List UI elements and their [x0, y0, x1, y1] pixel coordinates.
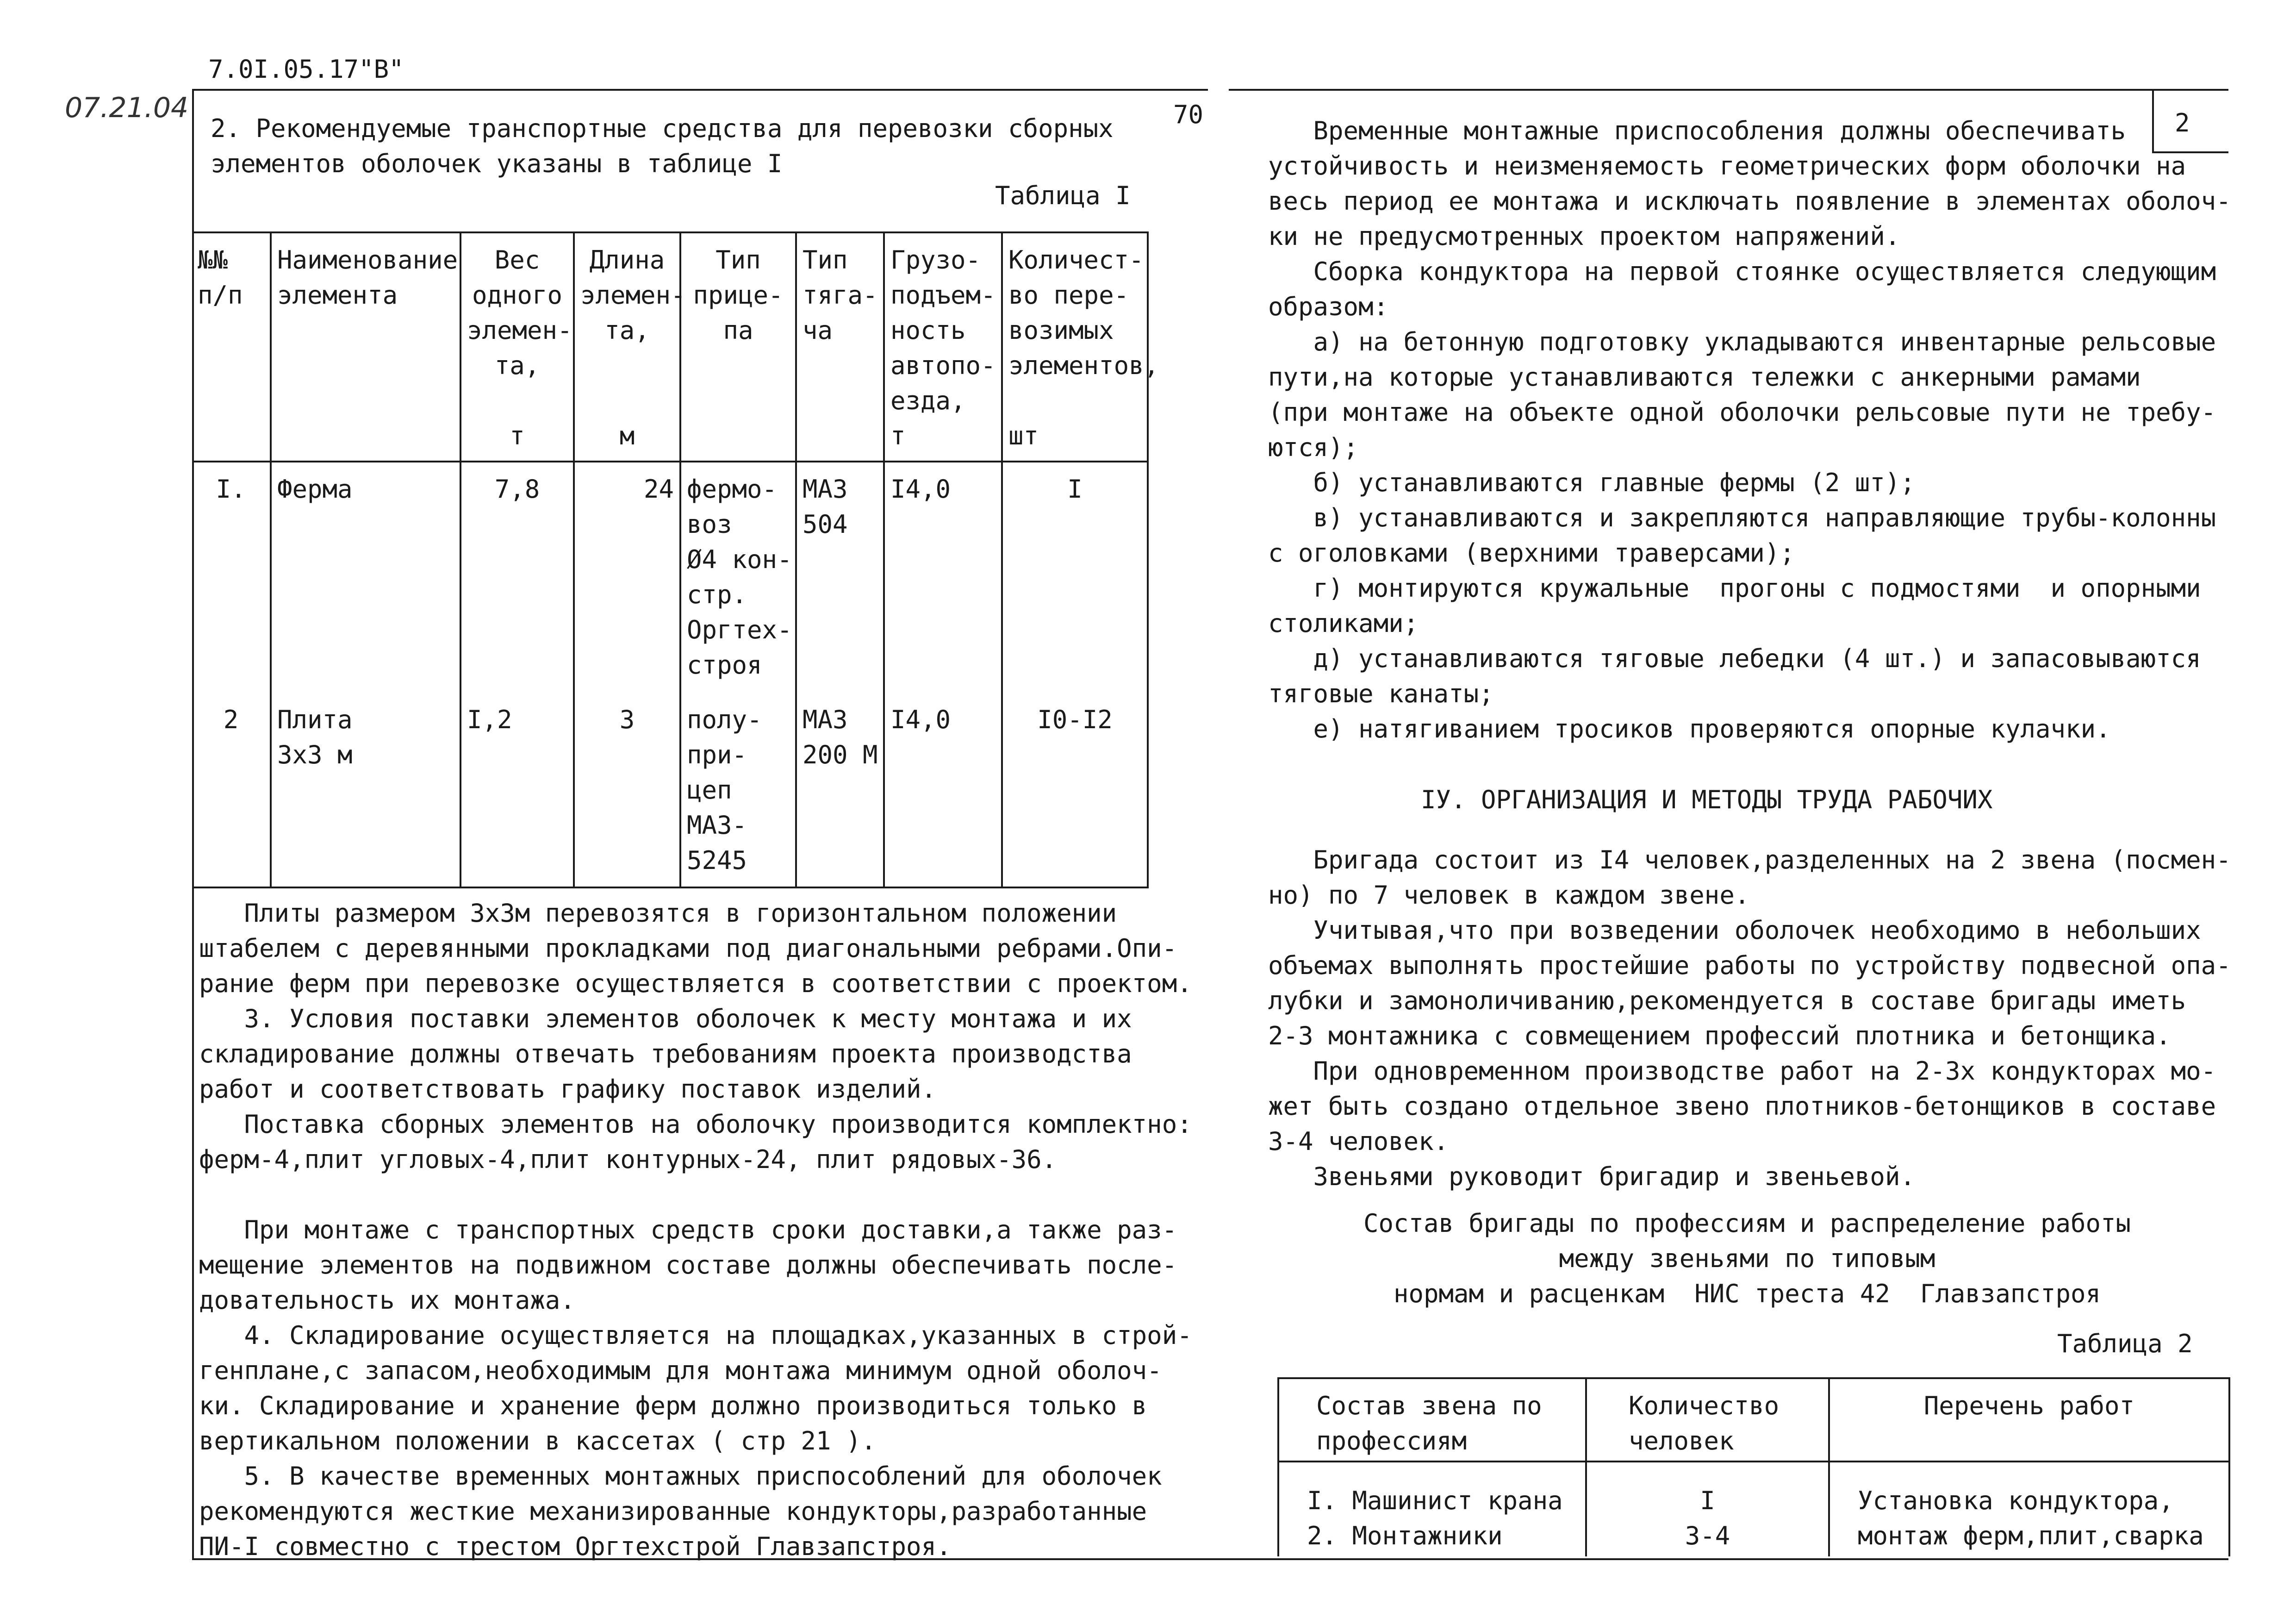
table-cell: Установка кондуктора, монтаж ферм,плит,сварка	[1829, 1462, 2229, 1556]
table-cell: 3	[574, 693, 680, 887]
right-frame-top	[1229, 89, 2228, 91]
document-code: 7.0I.05.17"В"	[208, 55, 404, 84]
table1-label: Таблица I	[995, 181, 1131, 210]
header-people: Количество человек	[1586, 1378, 1829, 1462]
table-cell: I 3-4	[1586, 1462, 1829, 1556]
header-trailer-type: Тип прице- па	[680, 232, 796, 462]
header-works: Перечень работ	[1829, 1378, 2229, 1462]
sheet-number: 2	[2175, 108, 2190, 137]
left-frame-top	[192, 89, 1208, 91]
handwritten-code: 07.21.04	[65, 92, 189, 124]
table-row	[1278, 1462, 2229, 1556]
table2-caption: Состав бригады по профессиям и распределение работы между звеньями по типовым нормам и расценкам НИС треста 42 Главзапстроя	[1363, 1209, 2131, 1308]
transport-table	[192, 231, 1159, 888]
header-crew: Состав звена по профессиям	[1316, 1391, 1542, 1455]
table-cell: полу- при- цеп МАЗ- 5245	[680, 693, 796, 887]
left-body-text: Плиты размером 3х3м перевозятся в горизонтальном положении штабелем с деревянными прокладками под диагональными ребрами.Опи- рание ферм при перевозке осуществляется в соответствии с проектом. 3. Условия поставки элементов оболочек к месту монтажа и их складирование должны отвечать требованиям проекта производства работ и соответствовать графику поставок изделий. Поставка сборных элементов на оболочку производится комплектно: ферм-4,плит угловых-4,плит контурных-24, плит рядовых-36. При монтаже с транспортных средств сроки доставки,а также раз- мещение элементов на подвижном составе должны обеспечивать после- довательность их монтажа. 4. Складирование осуществляется на площадках,указанных в строй- генплане,с запасом,необходимым для монтажа минимум одной оболоч- ки. Складирование и хранение ферм должно производиться только в вертикальном положении в кассетах ( стр 21 ). 5. В качестве временных монтажных приспособлений для оболочек рекомендуются жесткие механизированные кондукторы,разработанные ПИ-I совместно с трестом Оргтехстрой Главзапстроя.	[199, 899, 1192, 1561]
table-cell: 24	[574, 462, 680, 693]
table-cell: I,2	[460, 693, 574, 887]
table-cell: I.	[216, 475, 246, 504]
header-quantity: Количест- во пере- возимых элементов, шт	[1002, 232, 1148, 462]
table-cell: фермо- воз Ø4 кон- стр. Оргтех- строя	[680, 462, 796, 693]
section-heading: IУ. ОРГАНИЗАЦИЯ И МЕТОДЫ ТРУДА РАБОЧИХ	[1421, 785, 1993, 814]
page-number: 70	[1173, 100, 1204, 129]
header-tractor-type: Тип тяга- ча	[796, 232, 884, 462]
right-paragraph-2: Бригада состоит из I4 человек,разделенных на 2 звена (посмен- но) по 7 человек в каждом звене. Учитывая,что при возведении оболочек необходимо в небольших объемах выполнять простейшие работы по устройству подвесной опа- лубки и замоноличиванию,рекомендуется в составе бригады иметь 2-3 монтажника с совмещением профессий плотника и бетонщика. При одновременном производстве работ на 2-3х кондукторах мо- жет быть создано отдельное звено плотников-бетонщиков в составе 3-4 человек. Звеньями руководит бригадир и звеньевой.	[1268, 845, 2231, 1191]
header-length: Длина элемен- та, м	[574, 232, 680, 462]
header-element-name: Наименование элемента	[271, 232, 460, 462]
table-cell: I4,0	[884, 693, 1002, 887]
table2-header-row	[1278, 1378, 2229, 1462]
table-cell: 7,8	[460, 462, 574, 693]
right-frame-bottom	[1270, 1558, 2228, 1560]
table2-label: Таблица 2	[2057, 1329, 2193, 1358]
table-cell: I	[1002, 462, 1148, 693]
intro-paragraph: 2. Рекомендуемые транспортные средства для перевозки сборных элементов оболочек указаны в таблице I	[211, 114, 1114, 178]
table-row	[192, 462, 1148, 693]
right-paragraph-1: Временные монтажные приспособления должны обеспечивать устойчивость и неизменяемость геометрических форм оболочки на весь период ее монтажа и исключать появление в элементах оболоч- ки не предусмотренных проектом напряжений. Сборка кондуктора на первой стоянке осуществляется следующим образом: а) на бетонную подготовку укладываются инвентарные рельсовые пути,на которые устанавливаются тележки с анкерными рамами (при монтаже на объекте одной оболочки рельсовые пути не требу- ются); б) устанавливаются главные фермы (2 шт); в) устанавливаются и закрепляются направляющие трубы-колонны с оголовками (верхними траверсами); г) монтируются кружальные прогоны с подмостями и опорными столиками; д) устанавливаются тяговые лебедки (4 шт.) и запасовываются тяговые канаты; е) натягиванием тросиков проверяются опорные кулачки.	[1268, 116, 2231, 743]
table-cell: 2	[223, 705, 239, 734]
table1-header-row	[192, 232, 1148, 462]
header-capacity: Грузо- подъем- ность автопо- езда, т	[884, 232, 1002, 462]
table-cell: МАЗ 200 М	[796, 693, 884, 887]
brigade-table	[1277, 1377, 2230, 1556]
table-cell: I0-I2	[1002, 693, 1148, 887]
table-cell: МАЗ 504	[796, 462, 884, 693]
table-cell: I4,0	[884, 462, 1002, 693]
table-cell: Ферма	[271, 462, 460, 693]
table-cell: Плита 3х3 м	[271, 693, 460, 887]
header-weight: Вес одного элемен- та, т	[460, 232, 574, 462]
header-number: №№ п/п	[198, 245, 243, 310]
table-row	[192, 693, 1148, 887]
table-cell: I. Машинист крана 2. Монтажники	[1307, 1486, 1563, 1550]
